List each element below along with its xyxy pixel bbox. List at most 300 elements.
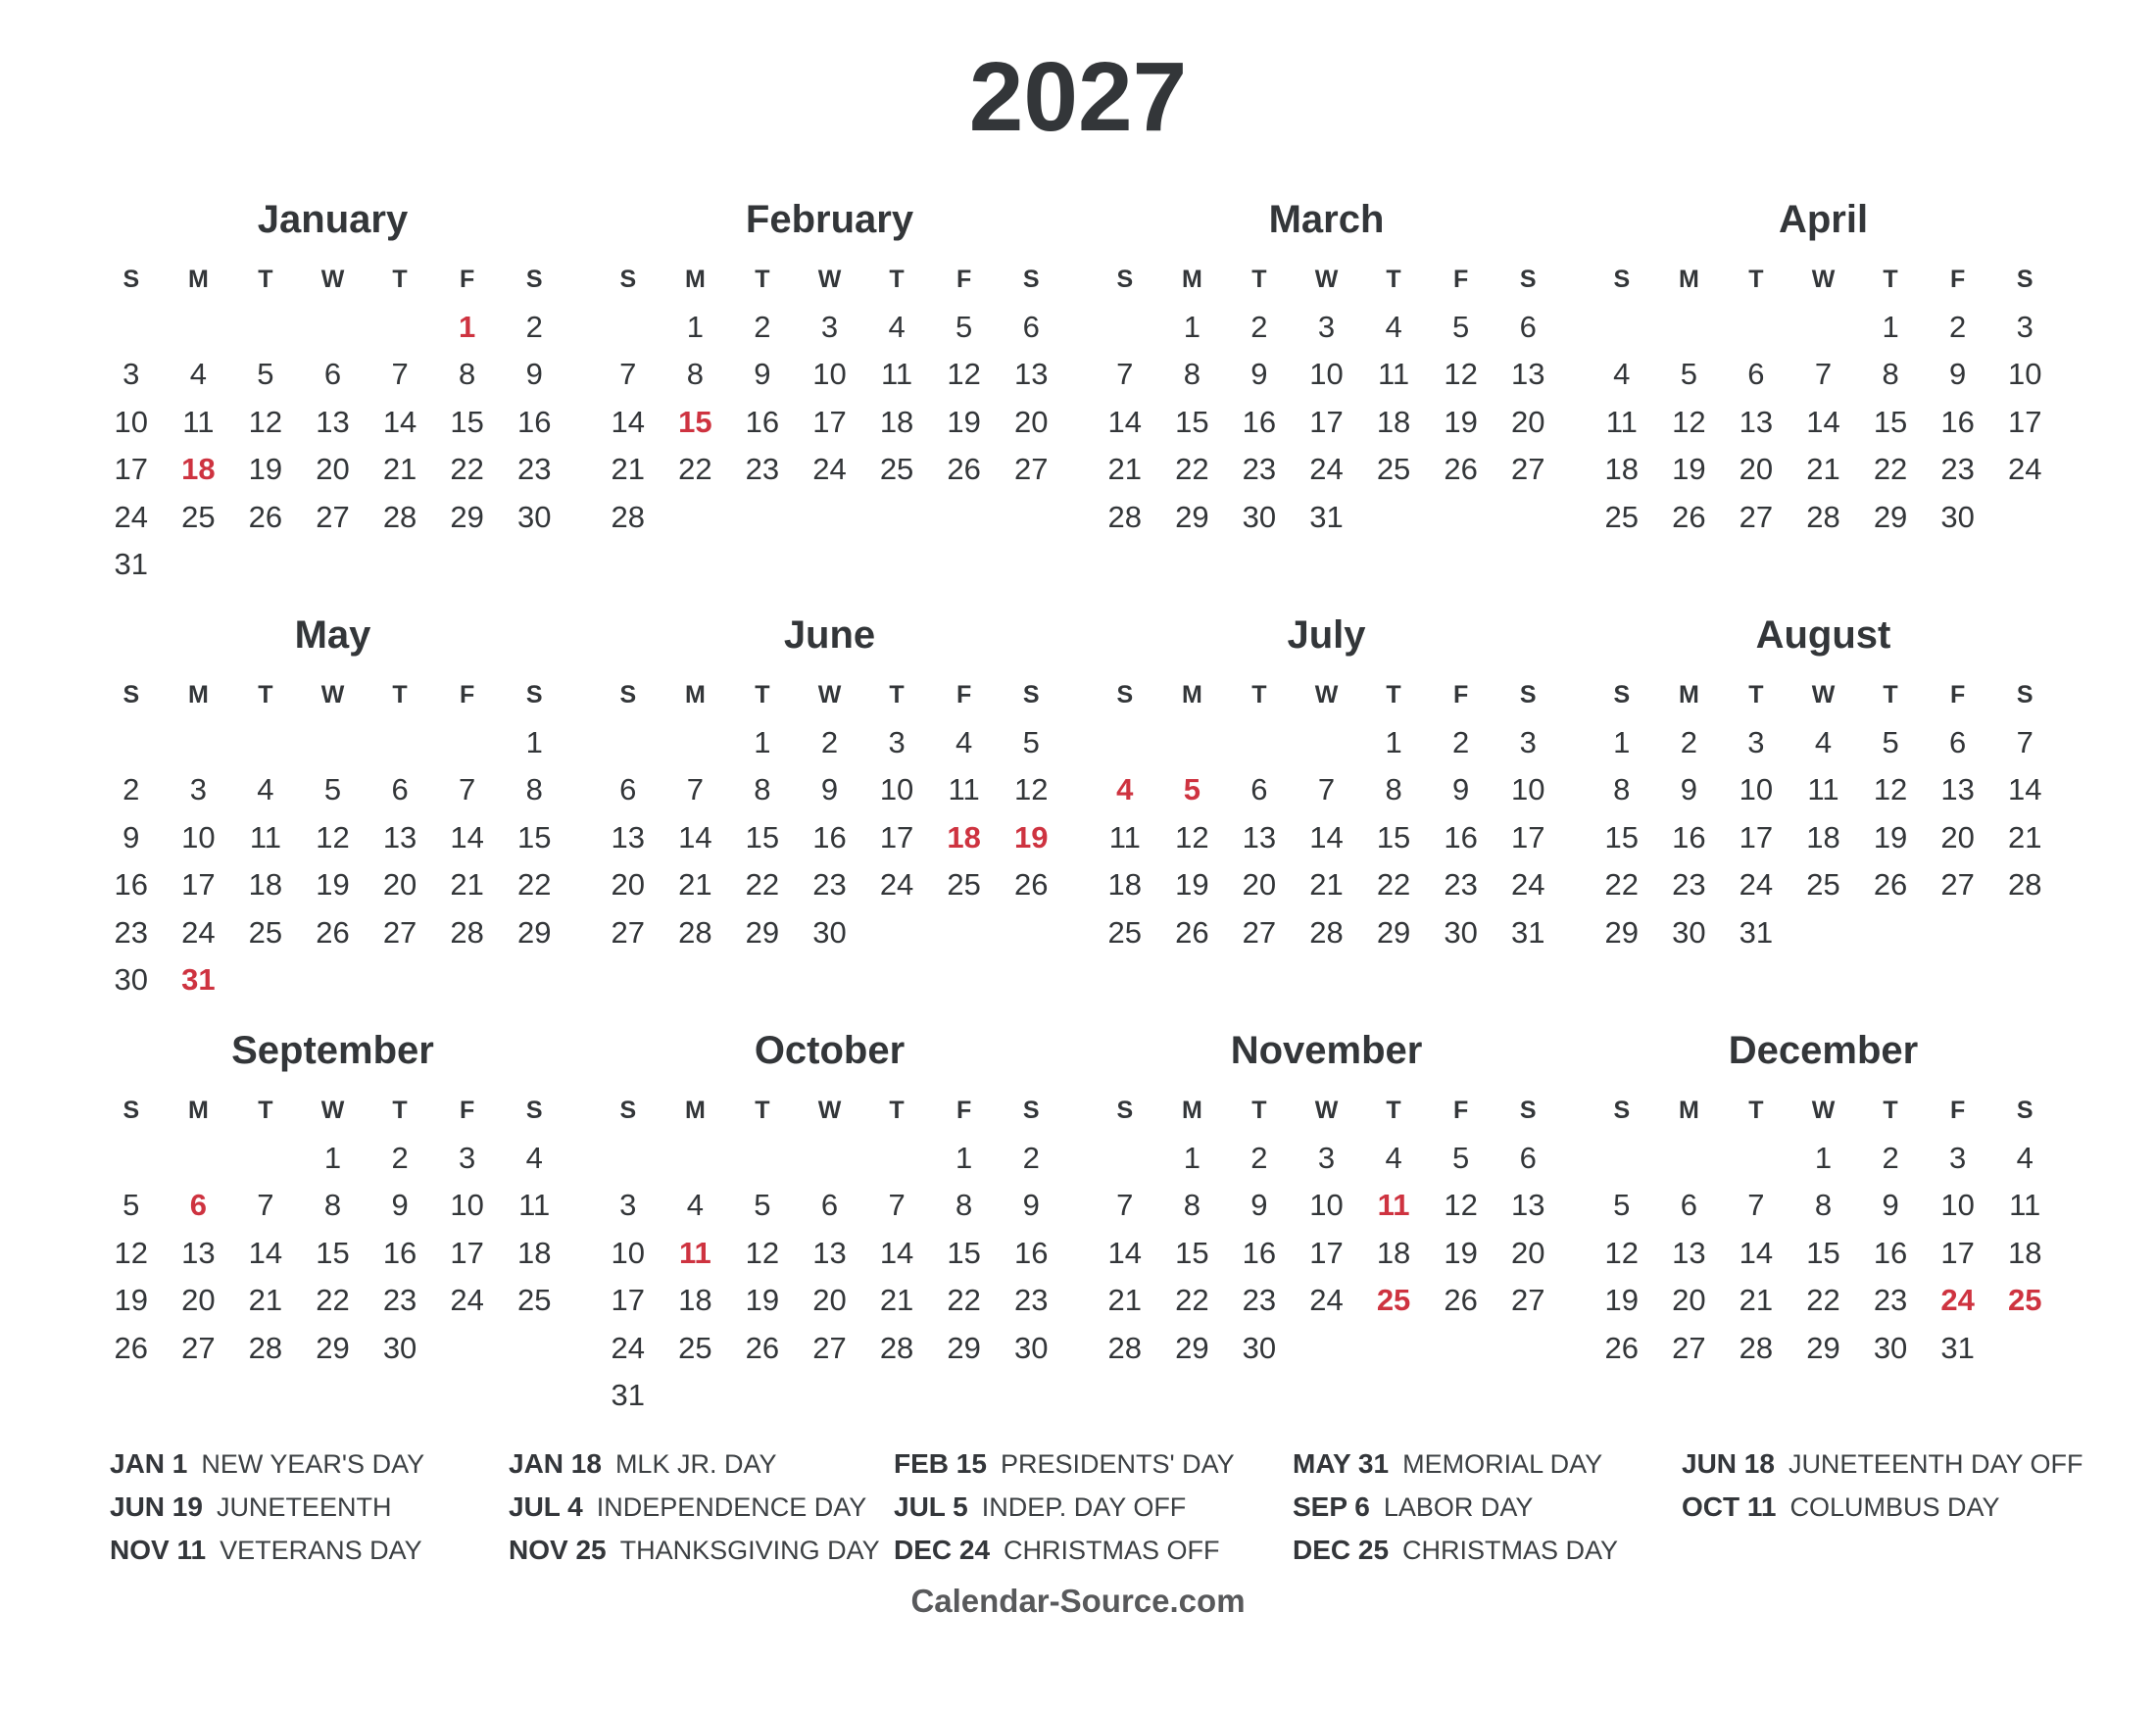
date-cell: 2 <box>1882 1140 1899 1175</box>
day-header: F <box>956 265 972 293</box>
day-header: M <box>1678 1096 1699 1124</box>
date-cell: 20 <box>812 1283 847 1318</box>
legend-column <box>110 1442 509 1572</box>
date-cell: 29 <box>1806 1330 1840 1365</box>
holiday-date: OCT 11 <box>1682 1491 1777 1522</box>
date-cell: 2 <box>1452 724 1470 759</box>
date-cell: 15 <box>450 404 484 439</box>
month-title: June <box>783 613 876 657</box>
date-cell: 14 <box>2007 772 2042 807</box>
date-cell: 22 <box>745 867 780 903</box>
date-cell: 1 <box>754 724 771 759</box>
date-cell: 2 <box>1250 1140 1268 1175</box>
date-cell: 29 <box>516 914 552 950</box>
date-cell-empty <box>729 494 797 542</box>
holiday-date: JAN 18 <box>509 1448 602 1479</box>
day-header: S <box>122 265 140 293</box>
day-header: T <box>889 1096 905 1124</box>
date-cell: 3 <box>2016 309 2034 344</box>
date-cell: 28 <box>1739 1330 1774 1365</box>
date-cell-empty <box>1427 1325 1494 1373</box>
date-cell: 19 <box>1444 404 1478 439</box>
date-cell: 28 <box>382 499 417 534</box>
date-cell: 4 <box>2016 1140 2034 1175</box>
date-cell: 5 <box>956 309 973 344</box>
day-header: T <box>1251 265 1267 293</box>
date-cell: 29 <box>450 499 484 534</box>
date-cell-empty <box>1360 494 1428 542</box>
date-cell: 26 <box>1013 867 1049 903</box>
date-cell: 27 <box>316 499 350 534</box>
day-header: W <box>817 265 842 293</box>
date-cell-empty <box>1589 304 1656 352</box>
date-cell: 28 <box>248 1330 283 1365</box>
date-cell-empty <box>863 1372 931 1420</box>
date-cell: 8 <box>323 1188 342 1223</box>
date-cell: 27 <box>382 914 417 950</box>
date-cell: 21 <box>611 452 646 487</box>
date-cell: 12 <box>316 819 350 855</box>
holiday-date: DEC 24 <box>894 1535 991 1565</box>
date-cell-holiday: 15 <box>678 404 712 439</box>
holiday-label: INDEP. DAY OFF <box>981 1492 1187 1522</box>
day-grid <box>1092 671 1562 956</box>
date-cell: 1 <box>525 724 543 759</box>
date-cell-empty <box>796 1372 863 1420</box>
date-cell: 1 <box>1882 309 1899 344</box>
date-cell: 12 <box>248 404 283 439</box>
day-header: S <box>1022 680 1040 708</box>
date-cell: 10 <box>1510 772 1545 807</box>
date-cell-empty <box>930 909 998 957</box>
day-header: M <box>1181 1096 1202 1124</box>
date-cell: 19 <box>1873 819 1908 855</box>
date-cell-empty <box>299 541 367 589</box>
date-cell-empty <box>595 1135 662 1183</box>
date-cell: 3 <box>1317 1140 1336 1175</box>
holiday-label: THANKSGIVING DAY <box>619 1536 880 1565</box>
day-header: S <box>525 680 543 708</box>
holiday-label: COLUMBUS DAY <box>1789 1492 2000 1522</box>
month-february <box>595 196 1065 611</box>
date-cell-empty <box>1789 909 1857 957</box>
date-cell-empty <box>367 719 434 767</box>
day-header: S <box>1519 265 1537 293</box>
date-cell: 12 <box>947 357 981 392</box>
date-cell: 18 <box>678 1283 712 1318</box>
date-cell: 3 <box>1519 724 1537 759</box>
date-cell: 20 <box>1672 1283 1706 1318</box>
date-cell-empty <box>1789 304 1857 352</box>
date-cell-empty <box>1589 1135 1656 1183</box>
day-header: T <box>392 1096 408 1124</box>
date-cell-empty <box>232 304 300 352</box>
date-cell: 2 <box>1949 309 1967 344</box>
date-cell-empty <box>165 719 232 767</box>
date-cell: 22 <box>947 1283 981 1318</box>
day-header: F <box>956 680 972 708</box>
date-cell: 6 <box>1680 1188 1697 1223</box>
month-title: October <box>754 1029 906 1072</box>
month-august <box>1589 611 2059 1027</box>
date-cell: 6 <box>1949 724 1967 759</box>
holiday-item <box>1293 1529 1682 1572</box>
date-cell: 19 <box>1672 452 1706 487</box>
date-cell: 13 <box>812 1235 847 1270</box>
date-cell: 15 <box>1604 819 1640 855</box>
day-header: S <box>619 1096 637 1124</box>
date-cell: 31 <box>1940 1330 1975 1365</box>
day-header: F <box>1452 680 1469 708</box>
date-cell: 9 <box>1250 1188 1268 1223</box>
date-cell: 2 <box>754 309 771 344</box>
month-december <box>1589 1027 2059 1442</box>
date-cell-holiday: 6 <box>189 1188 207 1223</box>
day-header: T <box>889 265 905 293</box>
date-cell: 10 <box>2007 357 2042 392</box>
day-header: F <box>1949 265 1966 293</box>
date-cell: 26 <box>947 452 981 487</box>
date-cell: 7 <box>888 1188 906 1223</box>
day-header: S <box>1613 680 1631 708</box>
holiday-item <box>110 1486 509 1529</box>
date-cell: 20 <box>316 452 350 487</box>
date-cell: 15 <box>947 1235 981 1270</box>
date-cell: 7 <box>1747 1188 1765 1223</box>
holiday-date: DEC 25 <box>1293 1535 1390 1565</box>
date-cell: 11 <box>1605 404 1638 439</box>
date-cell: 17 <box>114 452 149 487</box>
date-cell: 10 <box>611 1235 646 1270</box>
date-cell: 5 <box>257 357 274 392</box>
date-cell: 28 <box>1107 1330 1143 1365</box>
date-cell-empty <box>1360 1325 1428 1373</box>
date-cell-empty <box>595 719 662 767</box>
date-cell: 20 <box>181 1283 216 1318</box>
date-cell: 9 <box>820 772 839 807</box>
date-cell: 22 <box>516 867 552 903</box>
day-header: T <box>1883 265 1898 293</box>
date-cell: 6 <box>323 357 342 392</box>
holiday-item <box>1293 1486 1682 1529</box>
date-cell: 1 <box>1613 724 1631 759</box>
date-cell: 21 <box>1739 1283 1774 1318</box>
date-cell: 9 <box>1680 772 1697 807</box>
year-title: 2027 <box>968 42 1188 152</box>
date-cell-empty <box>662 494 729 542</box>
date-cell: 29 <box>947 1330 981 1365</box>
date-cell: 3 <box>122 357 140 392</box>
date-cell: 9 <box>1452 772 1470 807</box>
date-cell: 18 <box>516 1235 552 1270</box>
date-cell: 19 <box>947 404 981 439</box>
day-grid <box>98 1087 568 1372</box>
month-may <box>98 611 568 1027</box>
date-cell: 30 <box>1873 1330 1908 1365</box>
date-cell: 5 <box>1680 357 1697 392</box>
date-cell: 16 <box>1940 404 1975 439</box>
date-cell: 2 <box>525 309 543 344</box>
holiday-item <box>509 1529 894 1572</box>
date-cell: 23 <box>1940 452 1975 487</box>
date-cell-empty <box>729 1135 797 1183</box>
date-cell: 14 <box>1806 404 1840 439</box>
date-cell: 30 <box>516 499 552 534</box>
day-header: T <box>755 265 770 293</box>
day-header: W <box>1314 1096 1339 1124</box>
date-cell-empty <box>1991 494 2059 542</box>
day-grid <box>595 1087 1065 1420</box>
month-title: August <box>1755 613 1891 657</box>
date-cell-empty <box>501 1325 568 1373</box>
date-cell: 6 <box>1250 772 1268 807</box>
date-cell: 14 <box>1107 1235 1143 1270</box>
date-cell: 14 <box>1309 819 1344 855</box>
date-cell: 11 <box>249 819 282 855</box>
date-cell: 3 <box>888 724 906 759</box>
date-cell: 8 <box>1613 772 1631 807</box>
date-cell-empty <box>367 541 434 589</box>
date-cell: 3 <box>1317 309 1336 344</box>
date-cell-empty <box>1226 719 1294 767</box>
date-cell-empty <box>863 909 931 957</box>
date-cell: 18 <box>248 867 283 903</box>
date-cell-empty <box>662 1372 729 1420</box>
day-header: S <box>122 680 140 708</box>
date-cell: 2 <box>391 1140 409 1175</box>
date-cell: 17 <box>611 1283 646 1318</box>
holiday-label: LABOR DAY <box>1383 1492 1534 1522</box>
date-cell: 3 <box>820 309 839 344</box>
date-cell-empty <box>1427 494 1494 542</box>
date-cell: 29 <box>745 914 780 950</box>
date-cell: 15 <box>1175 1235 1209 1270</box>
date-cell: 28 <box>450 914 484 950</box>
date-cell: 30 <box>1242 499 1277 534</box>
day-grid <box>98 256 568 589</box>
date-cell: 15 <box>1873 404 1908 439</box>
date-cell: 15 <box>1806 1235 1840 1270</box>
date-cell: 26 <box>316 914 350 950</box>
date-cell: 8 <box>754 772 771 807</box>
date-cell: 8 <box>1385 772 1402 807</box>
date-cell: 24 <box>879 867 914 903</box>
date-cell: 4 <box>956 724 973 759</box>
holiday-item <box>894 1486 1293 1529</box>
date-cell: 4 <box>1385 309 1402 344</box>
date-cell-empty <box>1092 1135 1159 1183</box>
date-cell: 3 <box>1949 1140 1967 1175</box>
date-cell: 22 <box>1175 452 1209 487</box>
date-cell-empty <box>232 719 300 767</box>
date-cell: 19 <box>114 1283 149 1318</box>
date-cell: 16 <box>1873 1235 1908 1270</box>
date-cell: 17 <box>2007 404 2042 439</box>
date-cell: 23 <box>1242 1283 1277 1318</box>
date-cell-holiday: 31 <box>181 962 216 998</box>
month-title: July <box>1287 613 1366 657</box>
date-cell: 22 <box>1376 867 1411 903</box>
date-cell: 25 <box>1376 452 1411 487</box>
day-grid <box>595 671 1065 956</box>
date-cell-empty <box>299 719 367 767</box>
date-cell: 12 <box>1604 1235 1640 1270</box>
day-header: W <box>320 265 345 293</box>
holiday-label: JUNETEENTH <box>216 1492 392 1522</box>
date-cell-empty <box>433 956 501 1004</box>
date-cell: 23 <box>1873 1283 1908 1318</box>
date-cell: 30 <box>1672 914 1706 950</box>
date-cell: 12 <box>1444 357 1478 392</box>
date-cell-empty <box>367 956 434 1004</box>
date-cell-empty <box>1293 719 1360 767</box>
date-cell: 7 <box>391 357 409 392</box>
date-cell: 17 <box>1510 819 1545 855</box>
date-cell: 26 <box>248 499 283 534</box>
date-cell: 16 <box>1013 1235 1049 1270</box>
date-cell: 2 <box>1250 309 1268 344</box>
date-cell-empty <box>1924 909 1991 957</box>
date-cell-empty <box>165 1135 232 1183</box>
date-cell: 18 <box>1806 819 1840 855</box>
date-cell-empty <box>367 304 434 352</box>
date-cell-empty <box>1494 1325 1562 1373</box>
date-cell: 20 <box>1739 452 1774 487</box>
day-header: T <box>1251 680 1267 708</box>
date-cell: 17 <box>1309 1235 1344 1270</box>
date-cell: 27 <box>1672 1330 1706 1365</box>
date-cell: 2 <box>1022 1140 1040 1175</box>
month-july <box>1092 611 1562 1027</box>
day-grid <box>1589 256 2059 541</box>
date-cell: 12 <box>114 1235 149 1270</box>
date-cell-empty <box>232 541 300 589</box>
legend-column <box>1682 1442 2156 1572</box>
date-cell: 27 <box>1510 1283 1545 1318</box>
day-header: T <box>1386 1096 1401 1124</box>
date-cell-empty <box>863 494 931 542</box>
day-header: T <box>392 680 408 708</box>
date-cell: 16 <box>745 404 780 439</box>
day-header: W <box>320 680 345 708</box>
date-cell: 16 <box>1672 819 1706 855</box>
date-cell: 16 <box>812 819 847 855</box>
date-cell: 6 <box>1022 309 1040 344</box>
date-cell-holiday: 24 <box>1940 1283 1975 1318</box>
day-header: T <box>258 680 273 708</box>
day-grid <box>595 256 1065 541</box>
date-cell: 6 <box>619 772 637 807</box>
holiday-date: FEB 15 <box>894 1448 987 1479</box>
date-cell-holiday: 25 <box>1376 1283 1411 1318</box>
date-cell: 9 <box>391 1188 409 1223</box>
month-september <box>98 1027 568 1442</box>
date-cell-empty <box>998 1372 1065 1420</box>
date-cell: 6 <box>820 1188 839 1223</box>
month-june <box>595 611 1065 1027</box>
day-header: M <box>1181 680 1202 708</box>
date-cell: 10 <box>1309 1188 1344 1223</box>
date-cell: 25 <box>678 1330 712 1365</box>
day-header: T <box>258 1096 273 1124</box>
date-cell: 6 <box>1747 357 1765 392</box>
date-cell: 1 <box>1183 1140 1200 1175</box>
day-header: S <box>2016 1096 2034 1124</box>
day-header: S <box>1613 265 1631 293</box>
date-cell-empty <box>796 1135 863 1183</box>
date-cell: 31 <box>114 547 149 582</box>
date-cell: 17 <box>879 819 914 855</box>
day-header: T <box>1883 1096 1898 1124</box>
day-header: M <box>187 680 209 708</box>
day-header: F <box>459 680 475 708</box>
date-cell: 7 <box>257 1188 274 1223</box>
day-header: M <box>187 265 209 293</box>
date-cell: 7 <box>2016 724 2034 759</box>
date-cell: 10 <box>181 819 216 855</box>
day-header: M <box>684 1096 706 1124</box>
date-cell: 17 <box>1739 819 1774 855</box>
day-grid <box>1589 671 2059 956</box>
day-header: S <box>1519 1096 1537 1124</box>
date-cell: 25 <box>947 867 981 903</box>
date-cell: 14 <box>450 819 484 855</box>
date-cell: 20 <box>1510 1235 1545 1270</box>
day-header: S <box>1022 1096 1040 1124</box>
month-title: February <box>745 198 914 241</box>
date-cell: 10 <box>1940 1188 1975 1223</box>
day-header: F <box>956 1096 972 1124</box>
date-cell: 29 <box>1376 914 1411 950</box>
day-header: S <box>1116 680 1134 708</box>
holiday-legend <box>0 1442 2156 1572</box>
day-header: T <box>1386 265 1401 293</box>
date-cell-empty <box>998 909 1065 957</box>
date-cell: 1 <box>1385 724 1402 759</box>
date-cell: 2 <box>820 724 839 759</box>
day-header: W <box>1811 680 1836 708</box>
date-cell-empty <box>1723 304 1790 352</box>
date-cell: 21 <box>678 867 712 903</box>
day-header: W <box>1811 1096 1836 1124</box>
date-cell: 30 <box>114 962 149 998</box>
day-header: S <box>525 1096 543 1124</box>
date-cell: 28 <box>1309 914 1344 950</box>
date-cell: 22 <box>1806 1283 1840 1318</box>
date-cell: 23 <box>812 867 847 903</box>
date-cell-holiday: 4 <box>1116 772 1134 807</box>
date-cell: 22 <box>450 452 484 487</box>
day-header: T <box>1748 265 1764 293</box>
month-title: November <box>1230 1029 1423 1072</box>
date-cell: 15 <box>745 819 780 855</box>
date-cell-empty <box>930 494 998 542</box>
holiday-item <box>1682 1486 2156 1529</box>
day-header: S <box>2016 680 2034 708</box>
day-grid <box>1589 1087 2059 1372</box>
date-cell: 3 <box>1747 724 1765 759</box>
date-cell: 11 <box>880 357 913 392</box>
holiday-date: JUN 18 <box>1682 1448 1775 1479</box>
date-cell: 28 <box>1806 499 1840 534</box>
date-cell: 20 <box>382 867 417 903</box>
date-cell: 14 <box>382 404 417 439</box>
date-cell: 24 <box>181 914 216 950</box>
date-cell: 13 <box>1013 357 1049 392</box>
date-cell: 8 <box>1882 357 1899 392</box>
date-cell: 20 <box>1940 819 1975 855</box>
date-cell: 9 <box>1250 357 1268 392</box>
